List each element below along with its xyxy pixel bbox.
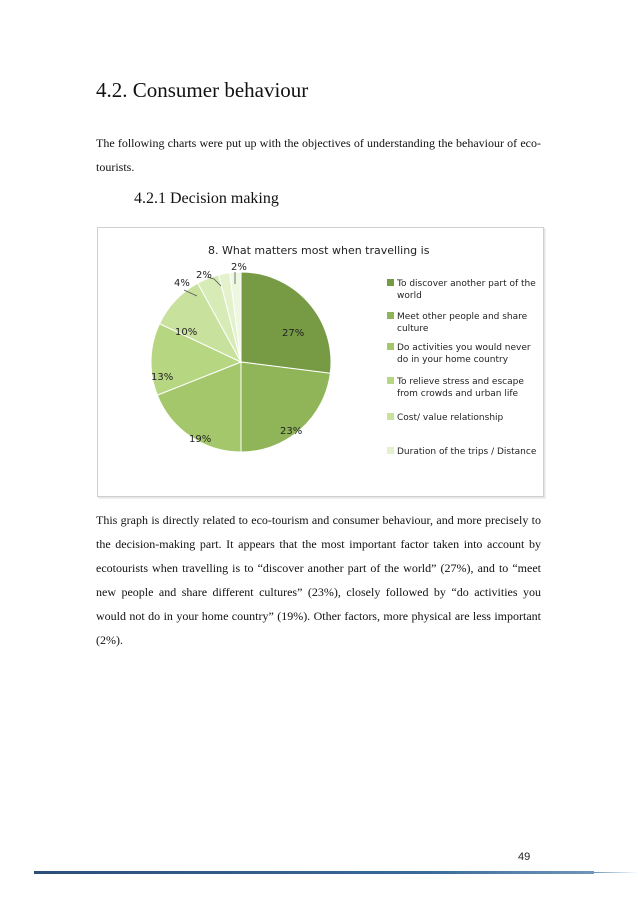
legend-label: Meet other people and share (397, 312, 528, 322)
legend-label: world (397, 291, 422, 301)
footer-rule (34, 871, 594, 874)
footer-rule-fade (594, 872, 638, 873)
section-title: 4.2. Consumer behaviour (96, 78, 309, 102)
pie-chart-svg (98, 228, 543, 496)
slice-label: 2% (231, 262, 247, 273)
slice-label: 13% (151, 372, 174, 383)
page-number: 49 (518, 851, 531, 863)
legend-label: culture (397, 324, 429, 334)
legend-label: To relieve stress and escape (397, 377, 524, 387)
legend-label: Cost/ value relationship (397, 413, 504, 423)
body-paragraph: This graph is directly related to eco-tourism and consumer behaviour, and more precisely to the decision-making part. It appears that the most important factor taken into account by ecotourists when travelling is to “discover another part of the world” (27%), and to “meet new people and share different cultures” (23%), closely followed by “do activities you would not do in your home country” (19%). Other factors, more physical are less important (2%). (96, 513, 541, 647)
legend-label: Duration of the trips / Distance (397, 447, 537, 457)
slice-label: 19% (189, 434, 212, 445)
legend-swatch (387, 343, 394, 350)
legend-label: To discover another part of the (397, 279, 536, 289)
legend-label: from crowds and urban life (397, 389, 519, 399)
intro-paragraph: The following charts were put up with the objectives of understanding the behaviour of eco-tourists. (96, 136, 541, 174)
slice-label: 2% (196, 270, 212, 281)
legend-swatch (387, 377, 394, 384)
pie-chart (97, 227, 544, 497)
legend-swatch (387, 312, 394, 319)
legend-label: Do activities you would never (397, 343, 531, 353)
slice-label: 27% (282, 328, 305, 339)
legend-label: do in your home country (397, 355, 509, 365)
legend-swatch (387, 413, 394, 420)
chart-title: 8. What matters most when travelling is (208, 244, 430, 257)
legend-swatch (387, 447, 394, 454)
slice-label: 4% (174, 278, 190, 289)
subsection-title: 4.2.1 Decision making (134, 190, 279, 207)
pie-slice (241, 362, 330, 452)
slice-label: 10% (175, 327, 198, 338)
pie-slice (241, 272, 331, 373)
legend-swatch (387, 279, 394, 286)
slice-label: 23% (280, 426, 303, 437)
